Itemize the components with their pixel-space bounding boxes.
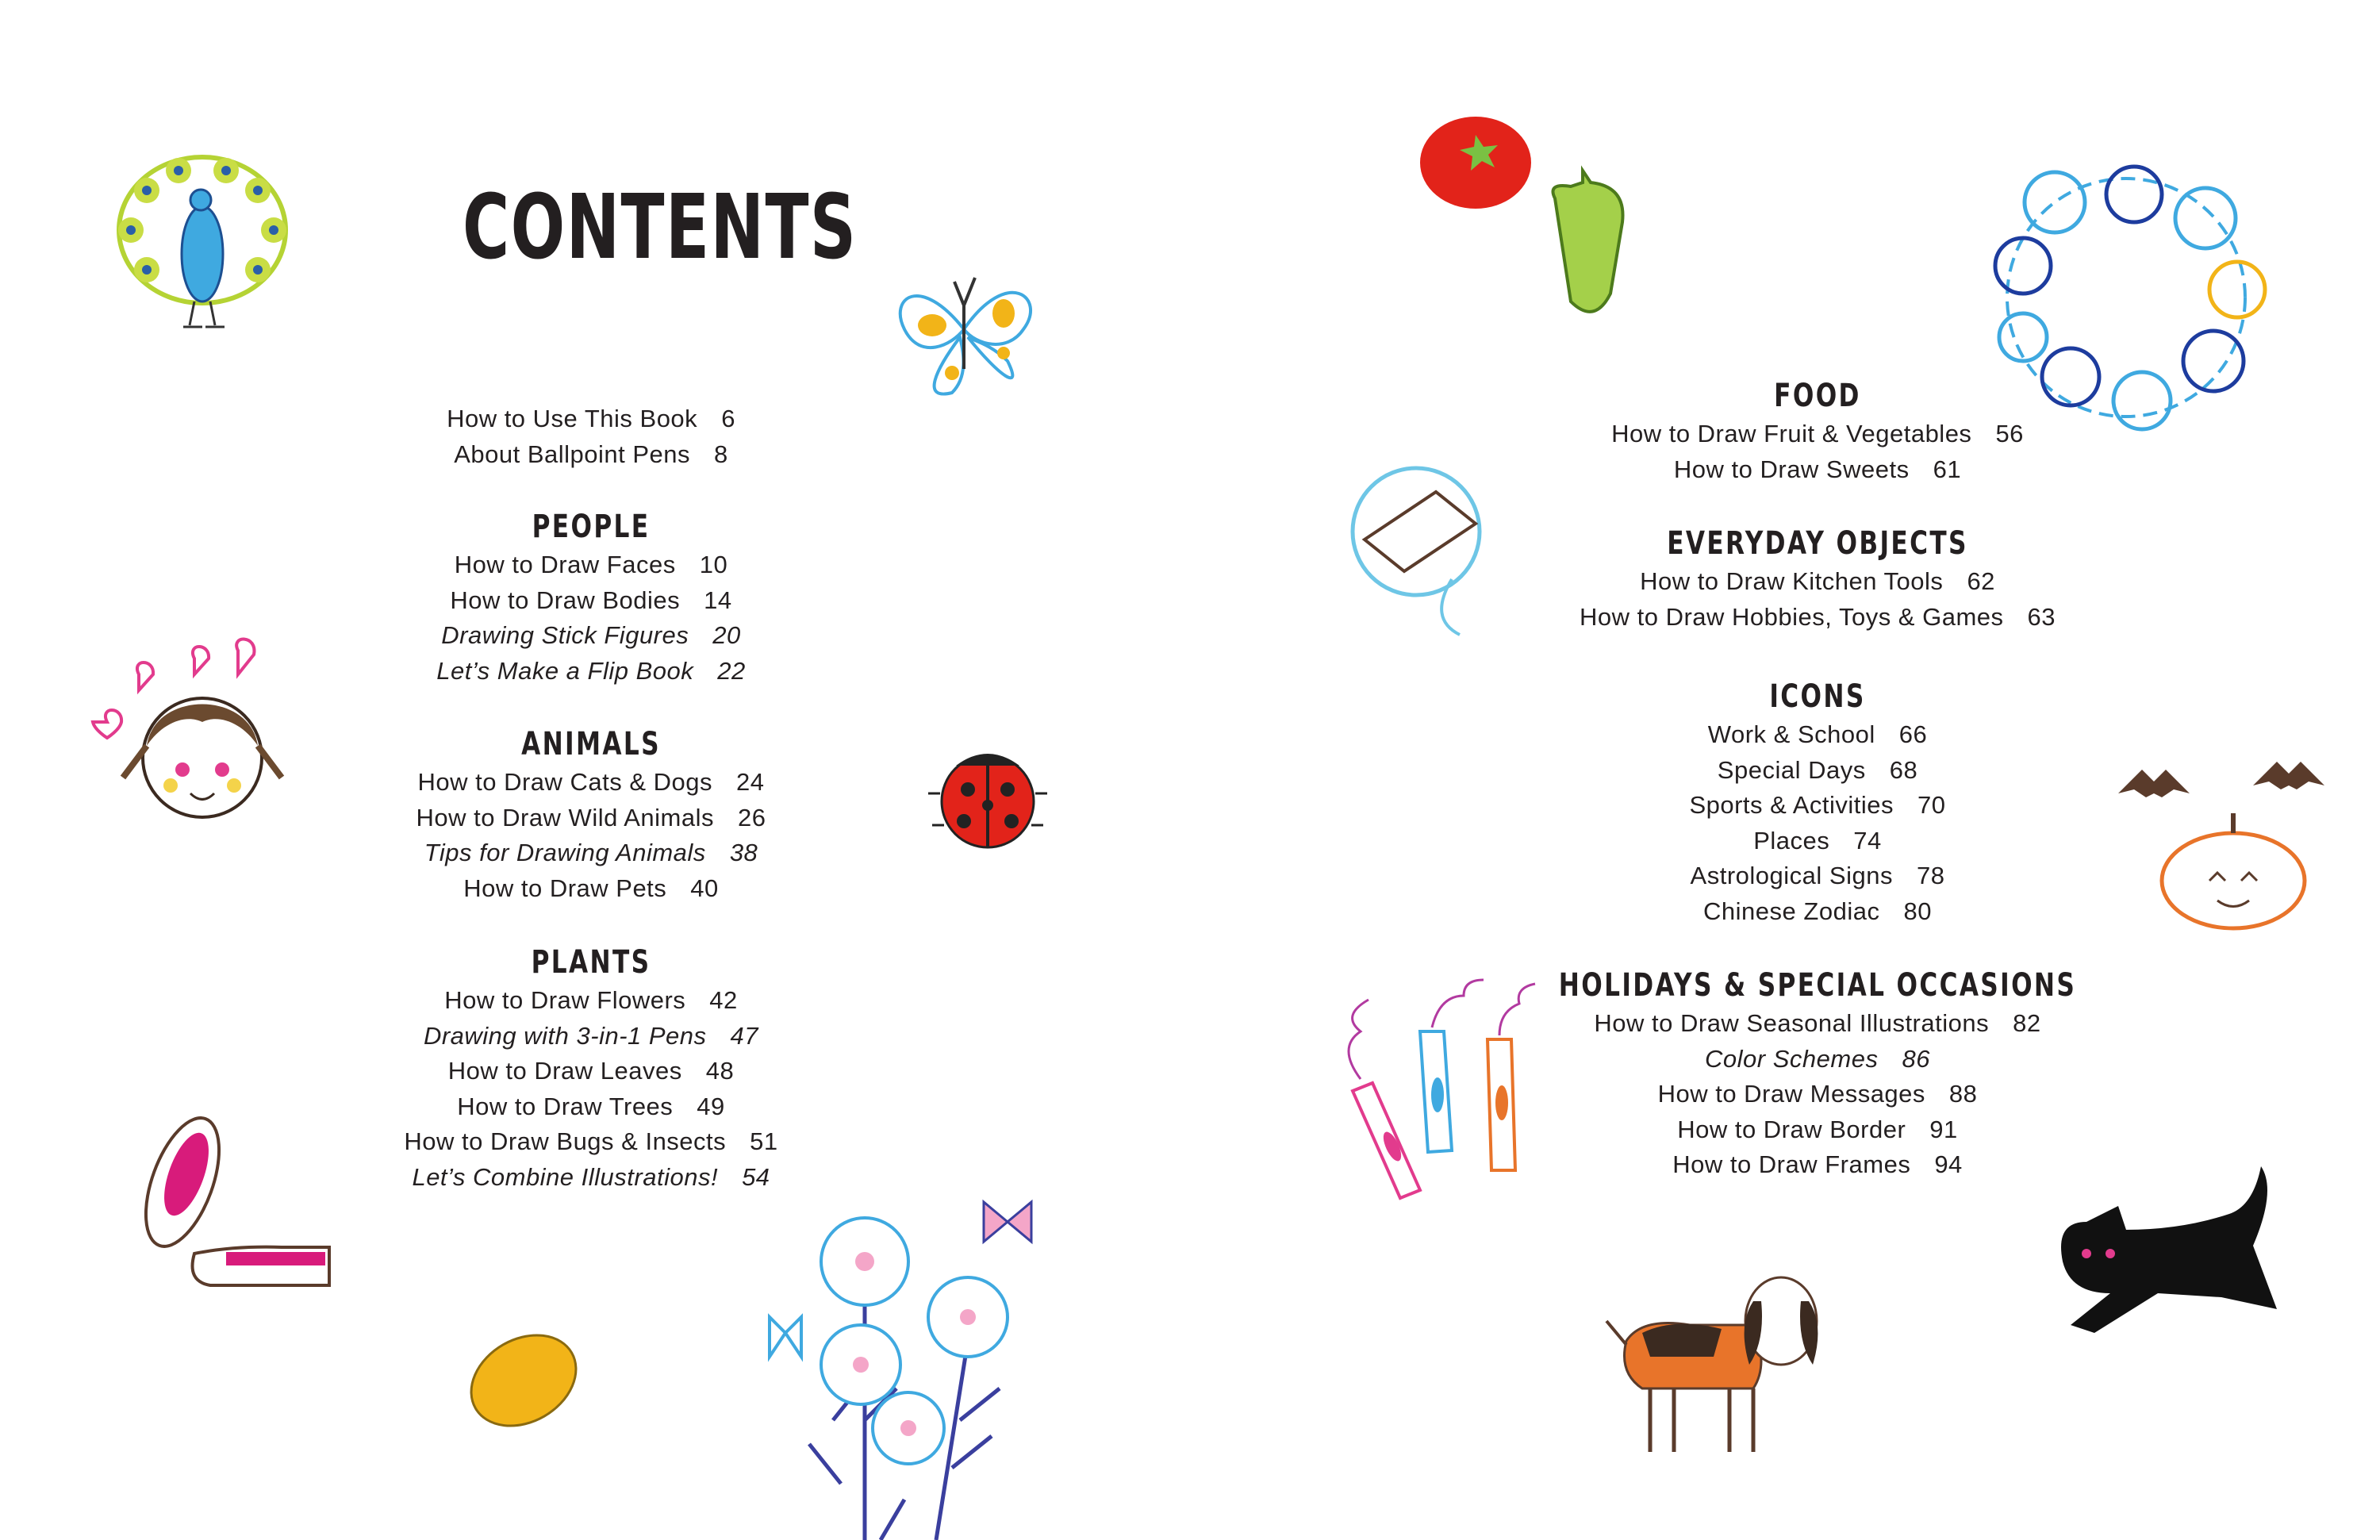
- beagle-illustration: [1595, 1269, 1848, 1468]
- entry-label: Let’s Make a Flip Book: [436, 656, 694, 685]
- toc-entry[interactable]: [234, 1019, 948, 1054]
- toc-entry[interactable]: [234, 437, 948, 473]
- entry-label: Work & School: [1707, 720, 1875, 748]
- black-cat-illustration: [2039, 1158, 2293, 1365]
- entry-page: 26: [738, 803, 766, 831]
- entry-page: 68: [1889, 755, 1918, 784]
- toc-entry[interactable]: [234, 654, 948, 689]
- yarn-ball-illustration: [1349, 444, 1491, 643]
- entry-label: How to Draw Leaves: [447, 1057, 682, 1085]
- entry-label: How to Draw Bodies: [450, 586, 681, 614]
- toc-entry[interactable]: [234, 801, 948, 836]
- peacock-illustration: [107, 143, 298, 349]
- entry-page: 74: [1853, 826, 1882, 854]
- entry-label: How to Draw Messages: [1657, 1080, 1925, 1108]
- toc-entry[interactable]: [1461, 564, 2175, 600]
- entry-label: Sports & Activities: [1689, 791, 1894, 819]
- entry-page: 80: [1903, 897, 1932, 925]
- entry-page: 63: [2027, 602, 2056, 631]
- entry-label: Tips for Drawing Animals: [424, 839, 706, 866]
- toc-entry[interactable]: [234, 547, 948, 583]
- entry-page: 47: [730, 1021, 759, 1050]
- section-heading: HOLIDAYS & SPECIAL OCCASIONS: [1558, 967, 2077, 1004]
- section-animals: [234, 724, 948, 906]
- toc-entry[interactable]: [1461, 788, 2175, 824]
- toc-entry[interactable]: [234, 618, 948, 654]
- entry-page: 88: [1948, 1080, 1978, 1108]
- entry-page: 6: [721, 405, 735, 432]
- entry-label: Chinese Zodiac: [1703, 897, 1880, 925]
- section-icons: [1461, 676, 2175, 929]
- entry-page: 38: [729, 839, 758, 866]
- toc-entry[interactable]: [1461, 824, 2175, 859]
- entry-label: How to Draw Faces: [454, 551, 676, 578]
- ladybug-illustration: [924, 738, 1051, 857]
- entry-label: How to Draw Border: [1677, 1115, 1906, 1143]
- butterfly-illustration: [889, 258, 1039, 409]
- entry-label: How to Draw Hobbies, Toys & Games: [1580, 602, 2004, 631]
- section-heading: PLANTS: [531, 944, 651, 981]
- entry-label: How to Draw Seasonal Illustrations: [1594, 1009, 1990, 1037]
- entry-page: 56: [1995, 420, 2024, 447]
- entry-label: How to Use This Book: [447, 405, 698, 432]
- entry-page: 91: [1929, 1115, 1958, 1143]
- section-heading: ANIMALS: [521, 726, 661, 762]
- entry-page: 42: [709, 986, 738, 1014]
- section-everyday-objects: [1461, 523, 2175, 635]
- section-heading: FOOD: [1774, 378, 1861, 414]
- lemon-illustration: [464, 1325, 583, 1436]
- toc-entry[interactable]: [1461, 1112, 2175, 1148]
- toc-entry[interactable]: [1461, 600, 2175, 636]
- toc-entry[interactable]: [234, 583, 948, 619]
- entry-label: How to Draw Trees: [457, 1092, 674, 1120]
- toc-entry[interactable]: [234, 401, 948, 437]
- entry-label: How to Draw Sweets: [1673, 455, 1910, 483]
- intro-section: [234, 401, 948, 472]
- entry-page: 40: [690, 874, 719, 902]
- flowers-illustration: [762, 1182, 1079, 1540]
- entry-label: How to Draw Wild Animals: [416, 803, 714, 831]
- entry-label: Astrological Signs: [1690, 862, 1893, 889]
- entry-page: 8: [714, 440, 728, 468]
- entry-page: 24: [736, 768, 765, 796]
- section-people: [234, 506, 948, 689]
- entry-page: 62: [1967, 567, 1995, 595]
- entry-page: 10: [699, 551, 728, 578]
- entry-label: How to Draw Bugs & Insects: [404, 1127, 727, 1155]
- toc-entry[interactable]: [234, 835, 948, 871]
- entry-label: How to Draw Kitchen Tools: [1640, 567, 1944, 595]
- entry-page: 54: [742, 1162, 770, 1191]
- section-heading: PEOPLE: [532, 509, 651, 545]
- entry-page: 51: [750, 1127, 778, 1155]
- toc-entry[interactable]: [1461, 858, 2175, 894]
- entry-label: Let’s Combine Illustrations!: [412, 1162, 719, 1191]
- entry-page: 20: [712, 621, 741, 649]
- entry-label: Special Days: [1717, 755, 1866, 784]
- entry-page: 86: [1902, 1044, 1930, 1073]
- toc-entry[interactable]: [234, 983, 948, 1019]
- bats-pumpkin-illustration: [2110, 746, 2356, 936]
- toc-entry[interactable]: [1461, 717, 2175, 753]
- toc-entry[interactable]: [1461, 1077, 2175, 1112]
- girl-face-illustration: [83, 627, 305, 833]
- entry-label: Color Schemes: [1705, 1044, 1879, 1073]
- entry-label: Drawing with 3-in-1 Pens: [423, 1021, 707, 1050]
- toc-entry[interactable]: [1461, 753, 2175, 789]
- entry-page: 48: [705, 1057, 735, 1085]
- entry-page: 94: [1934, 1150, 1963, 1178]
- crayons-illustration: [1341, 960, 1555, 1214]
- contents-title: CONTENTS: [463, 176, 858, 279]
- entry-page: 82: [2013, 1009, 2041, 1037]
- entry-page: 22: [717, 656, 746, 685]
- toc-entry[interactable]: [1461, 894, 2175, 930]
- entry-page: 61: [1933, 455, 1962, 483]
- tomato-pepper-illustration: [1412, 111, 1666, 325]
- entry-page: 49: [697, 1092, 725, 1120]
- section-holidays: [1461, 965, 2175, 1183]
- entry-page: 70: [1917, 791, 1946, 819]
- entry-label: How to Draw Frames: [1672, 1150, 1911, 1178]
- entry-label: How to Draw Pets: [463, 874, 667, 902]
- section-heading: EVERYDAY OBJECTS: [1667, 525, 1968, 562]
- toc-entry[interactable]: [1461, 452, 2175, 488]
- entry-page: 14: [704, 586, 732, 614]
- entry-label: About Ballpoint Pens: [454, 440, 691, 468]
- toc-entry[interactable]: [1461, 1042, 2175, 1077]
- toc-entry[interactable]: [234, 871, 948, 907]
- entry-label: Drawing Stick Figures: [441, 621, 689, 649]
- toc-entry[interactable]: [1461, 1006, 2175, 1042]
- entry-label: How to Draw Cats & Dogs: [417, 768, 713, 796]
- entry-label: How to Draw Fruit & Vegetables: [1611, 420, 1972, 447]
- entry-label: How to Draw Flowers: [444, 986, 686, 1014]
- toc-entry[interactable]: [234, 1054, 948, 1089]
- entry-page: 66: [1898, 720, 1928, 748]
- toc-entry[interactable]: [234, 765, 948, 801]
- shoes-illustration: [139, 1111, 345, 1301]
- entry-page: 78: [1916, 862, 1945, 889]
- entry-label: Places: [1753, 826, 1830, 854]
- section-heading: ICONS: [1769, 678, 1866, 715]
- flower-wreath-illustration: [1960, 131, 2293, 448]
